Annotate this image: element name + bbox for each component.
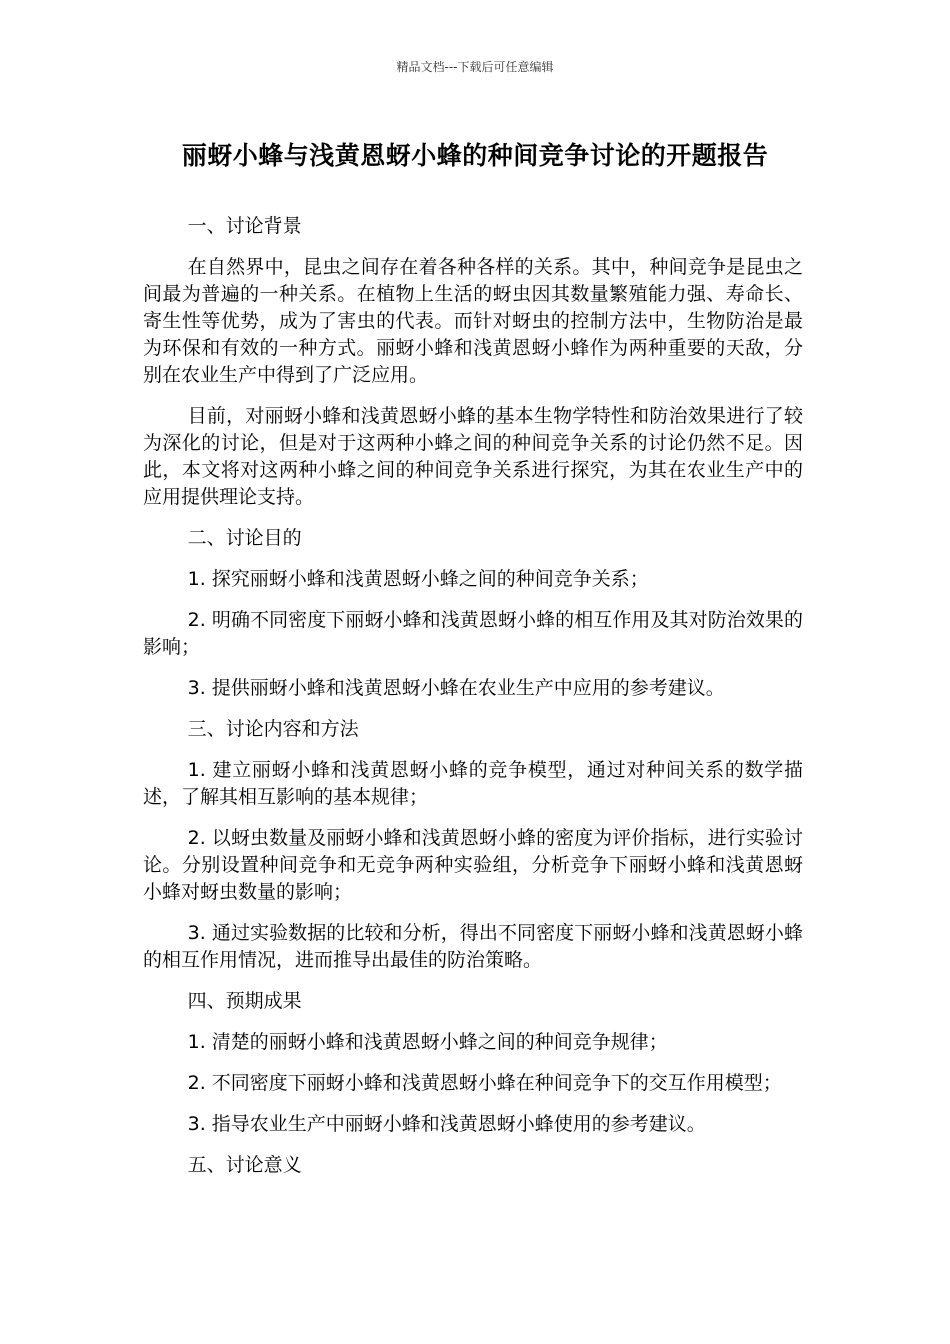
document-body (143, 213, 803, 1193)
methods-item-3: 3. 通过实验数据的比较和分析，得出不同密度下丽蚜小蜂和浅黄恩蚜小蜂的相互作用情况，进而推导出最佳的防治策略。 (143, 922, 803, 971)
section-heading-results: 四、预期成果 (187, 990, 302, 1012)
purpose-item-1: 1. 探究丽蚜小蜂和浅黄恩蚜小蜂之间的种间竞争关系； (187, 568, 649, 590)
methods-item-2: 2. 以蚜虫数量及丽蚜小蜂和浅黄恩蚜小蜂的密度为评价指标，进行实验讨论。分别设置种间竞争和无竞争两种实验组，分析竞争下丽蚜小蜂和浅黄恩蚜小蜂对蚜虫数量的影响； (143, 827, 803, 903)
results-item-3: 3. 指导农业生产中丽蚜小蜂和浅黄恩蚜小蜂使用的参考建议。 (187, 1113, 706, 1135)
paragraph-background-1: 在自然界中，昆虫之间存在着各种各样的关系。其中，种间竞争是昆虫之间最为普遍的一种关系。在植物上生活的蚜虫因其数量繁殖能力强、寿命长、寄生性等优势，成为了害虫的代表。而针对蚜虫的控制方法中，生物防治是最为环保和有效的一种方式。丽蚜小蜂和浅黄恩蚜小蜂作为两种重要的天敌，分别在农业生产中得到了广泛应用。 (143, 256, 803, 386)
section-heading-background: 一、讨论背景 (187, 215, 302, 237)
methods-item-1: 1. 建立丽蚜小蜂和浅黄恩蚜小蜂的竞争模型，通过对种间关系的数学描述，了解其相互影响的基本规律； (143, 759, 803, 808)
purpose-item-3: 3. 提供丽蚜小蜂和浅黄恩蚜小蜂在农业生产中应用的参考建议。 (187, 677, 725, 699)
results-item-2: 2. 不同密度下丽蚜小蜂和浅黄恩蚜小蜂在种间竞争下的交互作用模型； (187, 1072, 782, 1094)
document-title: 丽蚜小蜂与浅黄恩蚜小蜂的种间竞争讨论的开题报告 (181, 141, 769, 170)
purpose-item-2: 2. 明确不同密度下丽蚜小蜂和浅黄恩蚜小蜂的相互作用及其对防治效果的影响； (143, 609, 803, 658)
section-heading-purpose: 二、讨论目的 (187, 527, 302, 549)
results-item-1: 1. 清楚的丽蚜小蜂和浅黄恩蚜小蜂之间的种间竞争规律； (187, 1031, 668, 1053)
section-heading-significance: 五、讨论意义 (187, 1154, 302, 1176)
paragraph-background-2: 目前，对丽蚜小蜂和浅黄恩蚜小蜂的基本生物学特性和防治效果进行了较为深化的讨论，但是对于这两种小蜂之间的种间竞争关系的讨论仍然不足。因此，本文将对这两种小蜂之间的种间竞争关系进行探究，为其在农业生产中的应用提供理论支持。 (143, 405, 803, 508)
header-note: 精品文档---下载后可任意编辑 (396, 60, 554, 74)
section-heading-methods: 三、讨论内容和方法 (187, 718, 359, 740)
